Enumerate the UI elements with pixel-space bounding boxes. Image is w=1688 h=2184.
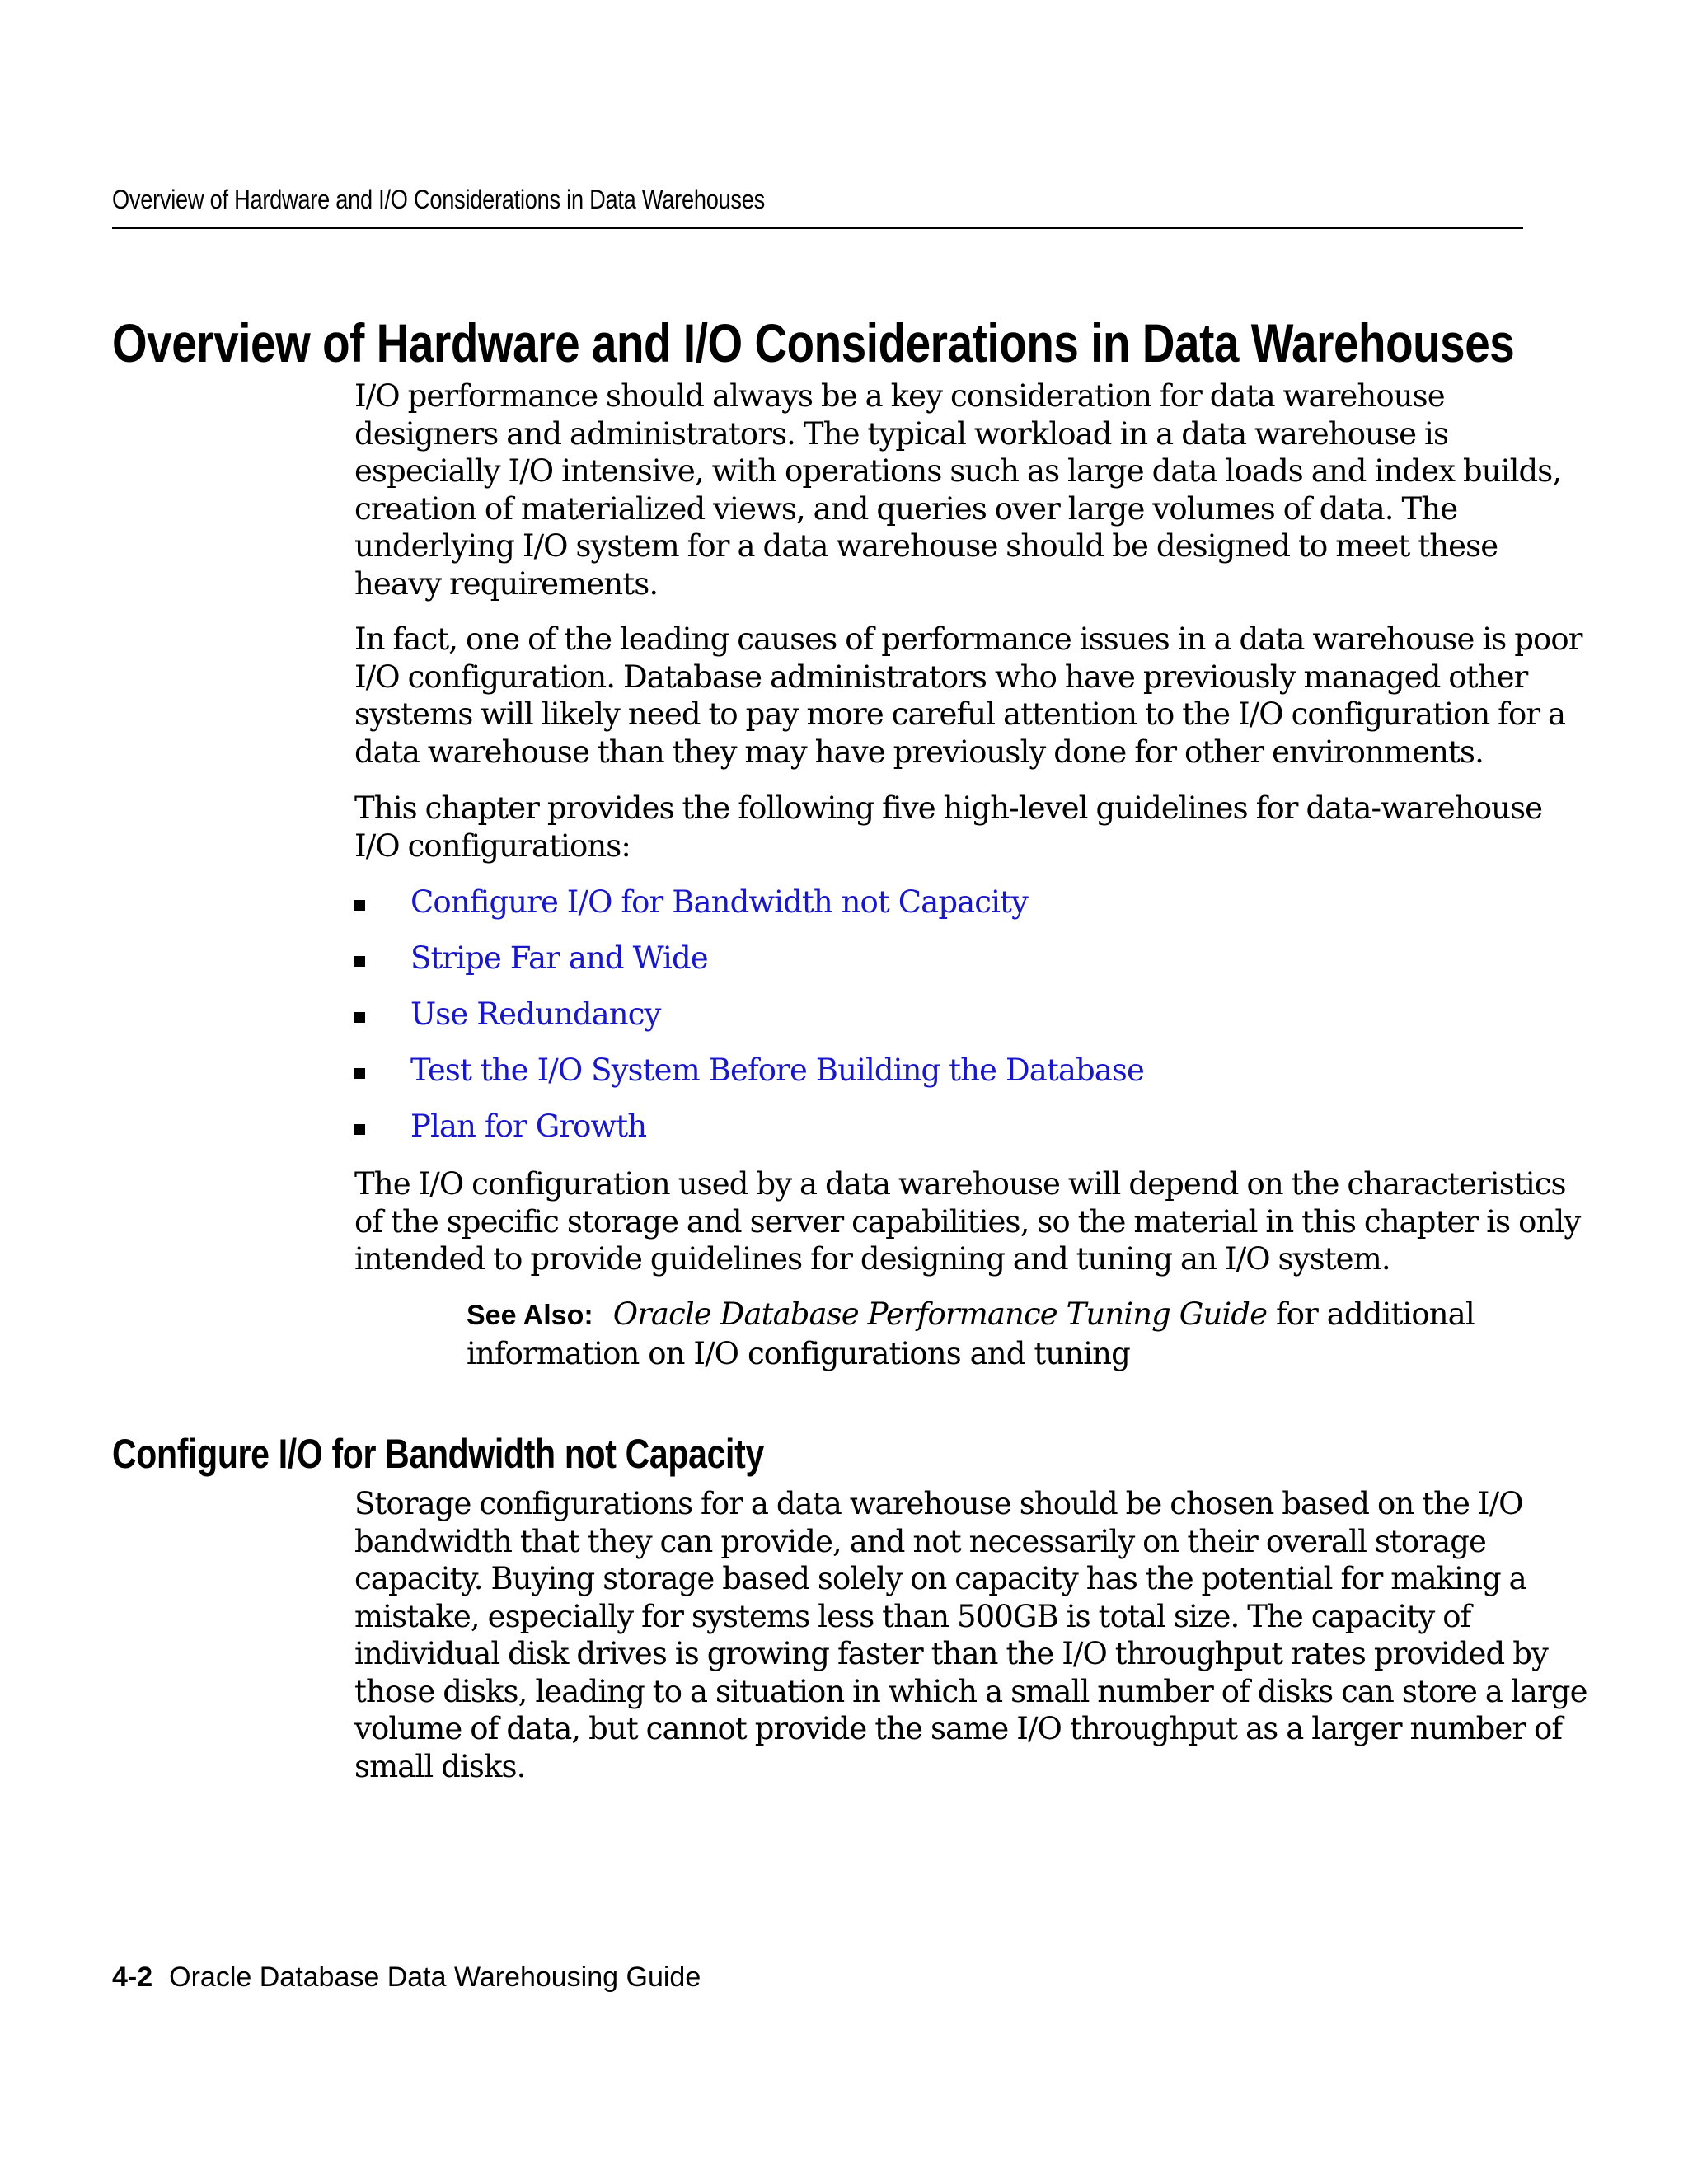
running-header: Overview of Hardware and I/O Considerations in Data Warehouses <box>112 185 766 214</box>
text-line: I/O configuration. Database administrators who have previously managed other <box>354 658 1528 695</box>
text-line: The I/O configuration used by a data warehouse will depend on the characteristics <box>354 1166 1566 1202</box>
text-line: those disks, leading to a situation in which a small number of disks can store a large <box>354 1673 1587 1709</box>
text-line: bandwidth that they can provide, and not necessarily on their overall storage <box>354 1523 1487 1559</box>
page-footer <box>112 1961 701 1994</box>
subsection-paragraph <box>354 1485 1587 1785</box>
link-configure-io-bandwidth[interactable]: Configure I/O for Bandwidth not Capacity <box>410 884 1028 920</box>
square-bullet-icon <box>354 956 365 967</box>
text-line: In fact, one of the leading causes of performance issues in a data warehouse is poor <box>354 621 1582 657</box>
see-also-label: See Also: <box>467 1300 593 1331</box>
link-use-redundancy[interactable]: Use Redundancy <box>410 996 661 1032</box>
intro-paragraph-3 <box>354 790 1543 865</box>
text-line: intended to provide guidelines for designing and tuning an I/O system. <box>354 1241 1390 1277</box>
page-number: 4-2 <box>112 1961 153 1993</box>
square-bullet-icon <box>354 1124 365 1135</box>
link-stripe-far-and-wide[interactable]: Stripe Far and Wide <box>410 940 708 976</box>
see-also-note <box>467 1296 1475 1372</box>
text-line: designers and administrators. The typical workload in a data warehouse is <box>354 415 1449 452</box>
link-test-io-system[interactable]: Test the I/O System Before Building the Database <box>410 1052 1145 1088</box>
text-line: heavy requirements. <box>354 565 659 602</box>
see-also-book-title: Oracle Database Performance Tuning Guide <box>612 1296 1268 1332</box>
subsection-title: Configure I/O for Bandwidth not Capacity <box>112 1431 764 1477</box>
text-line: capacity. Buying storage based solely on capacity has the potential for making a <box>354 1561 1526 1596</box>
see-also-text: for additional <box>1267 1296 1475 1332</box>
text-line: systems will likely need to pay more careful attention to the I/O configuration for a <box>354 696 1566 732</box>
text-line: of the specific storage and server capabilities, so the material in this chapter is only <box>354 1203 1581 1240</box>
text-line: I/O configurations: <box>354 827 631 864</box>
intro-paragraph-1 <box>354 377 1562 602</box>
closing-paragraph <box>354 1165 1581 1278</box>
text-line: small disks. <box>354 1748 526 1784</box>
text-line: data warehouse than they may have previously done for other environments. <box>354 733 1484 770</box>
text-line: Storage configurations for a data warehouse should be chosen based on the I/O <box>354 1486 1523 1521</box>
text-line: volume of data, but cannot provide the same I/O throughput as a larger number of <box>354 1711 1563 1746</box>
text-line: especially I/O intensive, with operations such as large data loads and index builds, <box>354 453 1562 489</box>
intro-paragraph-2 <box>354 621 1582 771</box>
text-line: individual disk drives is growing faster than the I/O throughput rates provided by <box>354 1636 1548 1671</box>
text-line: creation of materialized views, and queries over large volumes of data. The <box>354 490 1458 527</box>
text-line: I/O performance should always be a key consideration for data warehouse <box>354 378 1445 414</box>
text-line: mistake, especially for systems less than 500GB is total size. The capacity of <box>354 1598 1471 1634</box>
square-bullet-icon <box>354 1068 365 1079</box>
text-line: underlying I/O system for a data warehouse should be designed to meet these <box>354 528 1498 564</box>
header-rule <box>112 227 1523 229</box>
book-title: Oracle Database Data Warehousing Guide <box>169 1961 701 1993</box>
link-plan-for-growth[interactable]: Plan for Growth <box>410 1108 647 1144</box>
square-bullet-icon <box>354 900 365 911</box>
text-line: This chapter provides the following five high-level guidelines for data-warehouse <box>354 790 1543 826</box>
square-bullet-icon <box>354 1012 365 1023</box>
see-also-text-line2: information on I/O configurations and tuning <box>467 1335 1130 1371</box>
section-title: Overview of Hardware and I/O Considerations in Data Warehouses <box>112 312 1515 373</box>
